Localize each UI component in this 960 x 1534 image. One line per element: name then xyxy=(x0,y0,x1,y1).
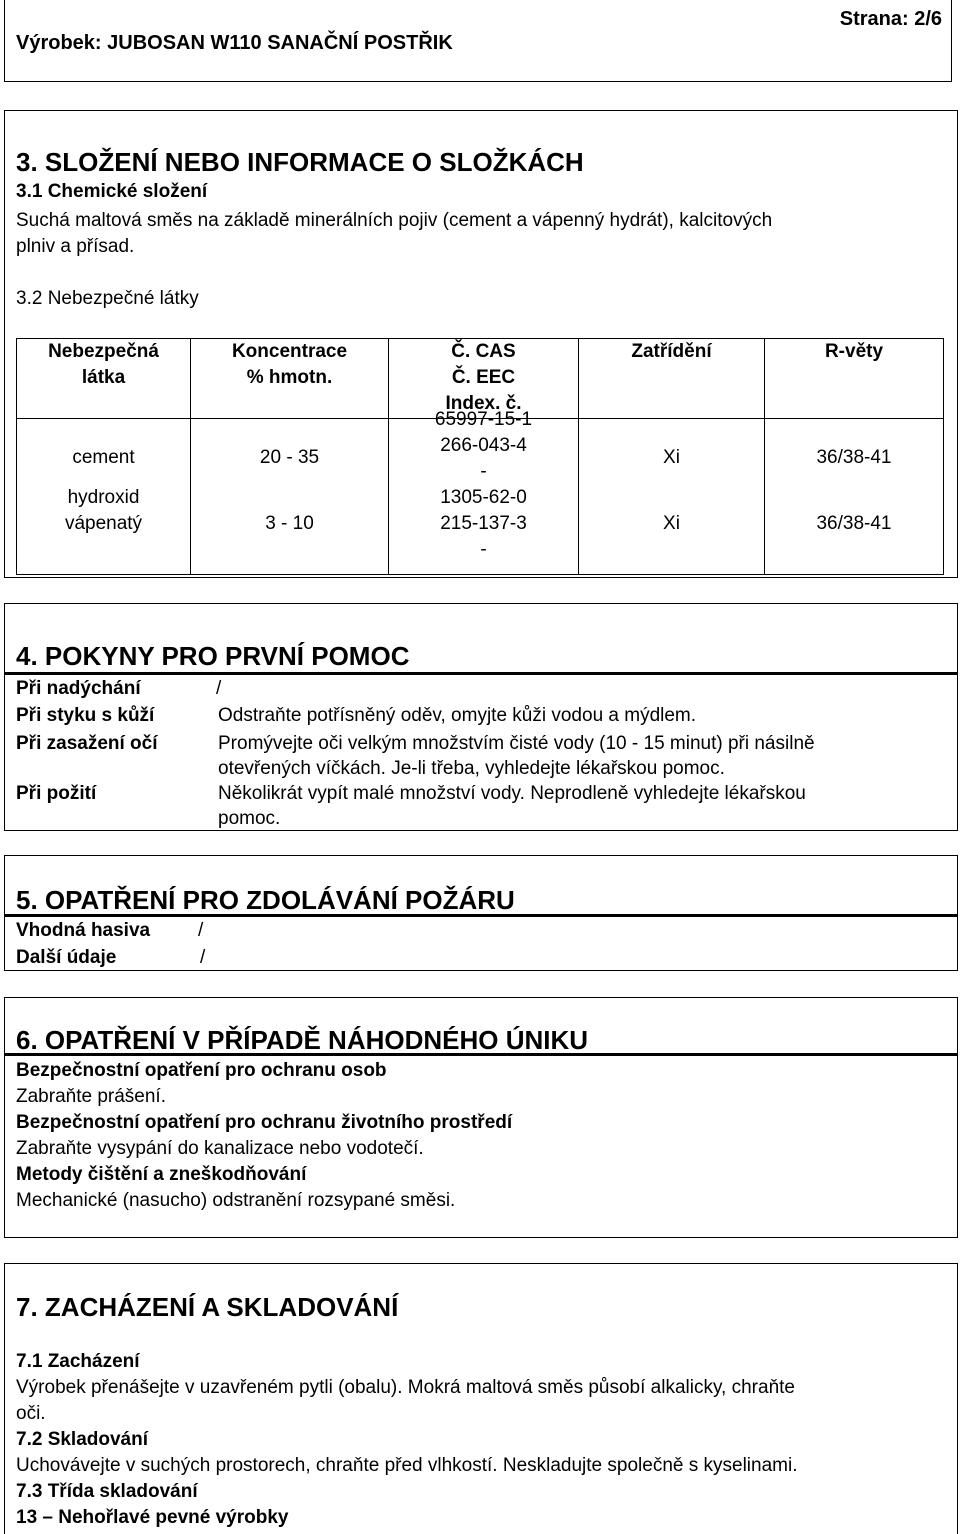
environmental-precautions-heading: Bezpečnostní opatření pro ochranu životního prostředí xyxy=(16,1112,513,1133)
section-3-1-text-line2: plniv a přísad. xyxy=(16,236,135,257)
storage-class-heading: 7.3 Třída skladování xyxy=(16,1481,198,1502)
col-concentration: Koncentrace % hmotn. xyxy=(191,339,389,419)
storage-heading: 7.2 Skladování xyxy=(16,1429,149,1450)
handling-text-line2: oči. xyxy=(16,1403,46,1424)
eye-contact-value-line1: Promývejte oči velkým množstvím čisté vody (10 - 15 minut) při násilně xyxy=(218,733,815,754)
extinguishing-value: / xyxy=(198,920,204,941)
skin-contact-value: Odstraňte potřísněný oděv, omyjte kůži vodou a mýdlem. xyxy=(218,705,697,726)
section-3-1-text-line1: Suchá maltová směs na základě minerálních pojiv (cement a vápenný hydrát), kalcitových xyxy=(16,210,773,231)
personal-precautions-heading: Bezpečnostní opatření pro ochranu osob xyxy=(16,1060,387,1081)
section-7-title: 7. ZACHÁZENÍ A SKLADOVÁNÍ xyxy=(16,1292,399,1322)
inhalation-label: Při nadýchání xyxy=(16,678,141,699)
storage-class-text: 13 – Nehořlavé pevné výrobky xyxy=(16,1507,289,1528)
table-row: hydroxid vápenatý 3 - 10 1305-62-0 215-137-3 - Xi 36/38-41 xyxy=(17,497,944,575)
section-5-title: 5. OPATŘENÍ PRO ZDOLÁVÁNÍ POŽÁRU xyxy=(16,885,515,915)
section-3-2-heading: 3.2 Nebezpečné látky xyxy=(16,288,199,309)
page-number: Strana: 2/6 xyxy=(839,8,942,30)
handling-text-line1: Výrobek přenášejte v uzavřeném pytli (obalu). Mokrá maltová směs působí alkalicky, chraňte xyxy=(16,1377,795,1398)
environmental-precautions-text: Zabraňte vysypání do kanalizace nebo vodotečí. xyxy=(16,1138,424,1159)
section-3-1-heading: 3.1 Chemické složení xyxy=(16,181,208,202)
col-substance: Nebezpečná látka xyxy=(17,339,191,419)
eye-contact-value-line2: otevřených víčkách. Je-li třeba, vyhledejte lékařskou pomoc. xyxy=(218,758,725,779)
col-r-phrases: R-věty xyxy=(765,339,944,419)
section-3-title: 3. SLOŽENÍ NEBO INFORMACE O SLOŽKÁCH xyxy=(16,147,584,177)
hazardous-substances-table xyxy=(16,338,944,575)
other-info-label: Další údaje xyxy=(16,947,117,968)
product-title: Výrobek: JUBOSAN W110 SANAČNÍ POSTŘIK xyxy=(16,32,453,54)
cleanup-methods-heading: Metody čištění a zneškodňování xyxy=(16,1164,307,1185)
skin-contact-label: Při styku s kůží xyxy=(16,705,155,726)
eye-contact-label: Při zasažení očí xyxy=(16,733,158,754)
storage-text: Uchovávejte v suchých prostorech, chraňte před vlhkostí. Neskladujte společně s kyselinami. xyxy=(16,1455,798,1476)
section-4-divider xyxy=(4,672,958,675)
table-row: cement 20 - 35 65997-15-1 266-043-4 - Xi 36/38-41 xyxy=(17,419,944,497)
ingestion-label: Při požití xyxy=(16,783,97,804)
ingestion-value-line1: Několikrát vypít malé množství vody. Neprodleně vyhledejte lékařskou xyxy=(218,783,806,804)
cleanup-methods-text: Mechanické (nasucho) odstranění rozsypané směsi. xyxy=(16,1190,456,1211)
col-cas-eec-index: Č. CAS Č. EEC Index. č. xyxy=(389,339,579,419)
other-info-value: / xyxy=(200,947,206,968)
inhalation-value: / xyxy=(216,678,222,699)
extinguishing-label: Vhodná hasiva xyxy=(16,920,151,941)
col-classification: Zatřídění xyxy=(579,339,765,419)
handling-heading: 7.1 Zacházení xyxy=(16,1351,140,1372)
section-6-title: 6. OPATŘENÍ V PŘÍPADĚ NÁHODNÉHO ÚNIKU xyxy=(16,1025,589,1055)
ingestion-value-line2: pomoc. xyxy=(218,808,281,829)
personal-precautions-text: Zabraňte prášení. xyxy=(16,1086,166,1107)
section-4-title: 4. POKYNY PRO PRVNÍ POMOC xyxy=(16,641,410,671)
